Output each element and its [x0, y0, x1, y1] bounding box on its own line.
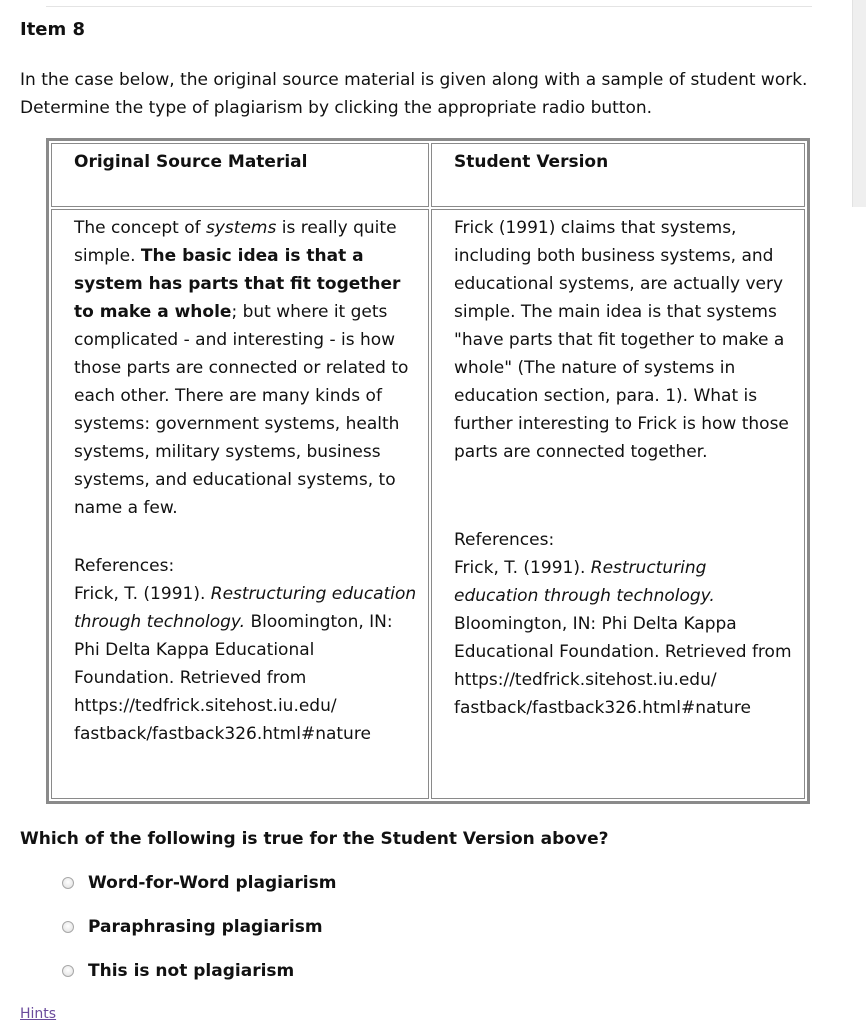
- student-cell: [431, 209, 805, 799]
- option-label: This is not plagiarism: [88, 961, 295, 981]
- radio-button[interactable]: [62, 921, 74, 933]
- original-text-bold: The basic idea is that a system has parts that fit together to make a whole: [74, 246, 401, 322]
- top-divider: [46, 6, 812, 7]
- reference-url: https://tedfrick.sitehost.iu.edu/: [454, 670, 717, 690]
- reference-url-tail: fastback/fastback326.html#nature: [454, 698, 751, 718]
- option-not-plagiarism[interactable]: [62, 960, 336, 982]
- header-student: Student Version: [431, 143, 805, 207]
- reference-url-tail: fastback/fastback326.html#nature: [74, 724, 371, 744]
- item-title: Item 8: [20, 19, 86, 40]
- answer-options: [62, 872, 336, 1004]
- reference-publisher: Bloomington, IN: Phi Delta Kappa Educational Foundation. Retrieved from: [454, 614, 792, 662]
- reference-title: Restructuring education through technology.: [454, 558, 715, 606]
- original-text-part: The concept of: [74, 218, 206, 238]
- option-label: Paraphrasing plagiarism: [88, 917, 323, 937]
- option-word-for-word[interactable]: [62, 872, 336, 894]
- original-text-part: ; but where it gets complicated - and interesting - is how those parts are connected or related to each other. There are many kinds of systems: government systems, health systems, military systems, business systems, and educational systems, to name a few.: [74, 302, 409, 518]
- reference-author: Frick, T. (1991).: [454, 558, 591, 578]
- references-label: References:: [454, 530, 555, 550]
- reference-url: https://tedfrick.sitehost.iu.edu/: [74, 696, 337, 716]
- instructions: In the case below, the original source material is given along with a sample of student work. Determine the type of plagiarism by clicking the appropriate radio button.: [20, 70, 808, 118]
- original-text-emphasis: systems: [206, 218, 277, 238]
- question-text: Which of the following is true for the Student Version above?: [20, 829, 609, 849]
- original-cell: [51, 209, 429, 799]
- student-text: Frick (1991) claims that systems, including both business systems, and educational systems, are actually very simple. The main idea is that systems "have parts that fit together to make a whole" (The nature of systems in education section, para. 1). What is further interesting to Frick is how those parts are connected together.: [454, 218, 789, 462]
- radio-button[interactable]: [62, 877, 74, 889]
- reference-author: Frick, T. (1991).: [74, 584, 211, 604]
- hints-link[interactable]: Hints: [20, 1006, 57, 1022]
- radio-button[interactable]: [62, 965, 74, 977]
- table-row: [51, 209, 805, 799]
- reference-title: Restructuring education through technology.: [74, 584, 417, 632]
- reference-entry: [454, 554, 794, 722]
- reference-entry: [74, 580, 418, 748]
- original-text-part: is really quite simple.: [74, 218, 397, 266]
- comparison-table: [46, 138, 810, 804]
- scrollbar[interactable]: [852, 0, 866, 207]
- references-label: References:: [74, 556, 175, 576]
- header-original: Original Source Material: [51, 143, 429, 207]
- option-label: Word-for-Word plagiarism: [88, 873, 337, 893]
- original-text: [74, 214, 418, 522]
- table-header-row: [51, 143, 805, 207]
- reference-publisher: Bloomington, IN: Phi Delta Kappa Educational Foundation. Retrieved from: [74, 612, 393, 688]
- option-paraphrasing[interactable]: [62, 916, 336, 938]
